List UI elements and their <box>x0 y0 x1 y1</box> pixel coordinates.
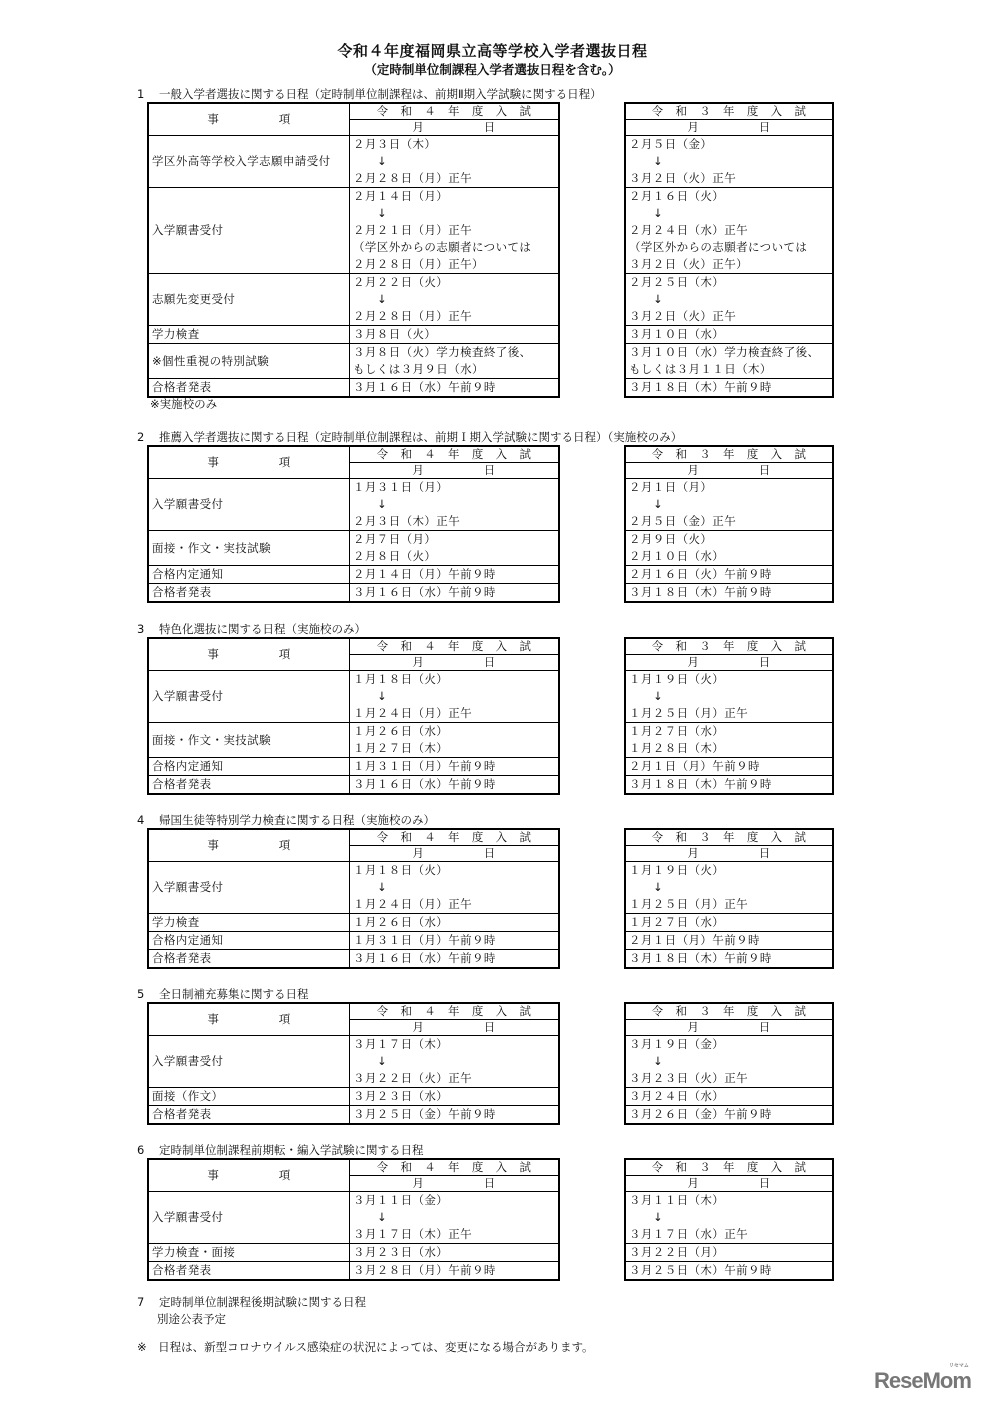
year-header: 令 和 ４ 年 度 入 試 <box>350 829 560 846</box>
month-day-header: 月 日 <box>625 1020 833 1036</box>
section-number: 4 <box>137 813 145 827</box>
section-title: 全日制補充募集に関する日程 <box>159 987 309 1001</box>
date-line: ２月３日（木） <box>353 137 437 151</box>
row-date-r4 <box>350 914 560 932</box>
row-date-r3 <box>625 1036 833 1088</box>
row-date-r3 <box>625 584 833 603</box>
row-date-r4 <box>350 862 560 914</box>
section-title: 定時制単位制課程後期試験に関する日程 <box>159 1295 366 1309</box>
date-line: ２月２４日（水）正午 <box>629 223 748 237</box>
date-line: １月２４日（月）正午 <box>353 897 472 911</box>
month-day-header: 月 日 <box>350 1176 560 1192</box>
row-date-r3 <box>625 914 833 932</box>
date-line: １月２５日（月）正午 <box>629 706 748 720</box>
row-date-r3 <box>625 531 833 566</box>
date-line: ２月２８日（月）正午） <box>353 257 484 271</box>
row-item: 合格内定通知 <box>148 758 350 776</box>
table-row <box>148 1088 559 1106</box>
date-line: ２月７日（月） <box>353 532 437 546</box>
month-day-header: 月 日 <box>625 463 833 479</box>
row-date-r4 <box>350 136 560 188</box>
row-item: 志願先変更受付 <box>148 274 350 326</box>
date-line: １月２８日（木） <box>629 741 725 755</box>
row-item: 合格者発表 <box>148 776 350 795</box>
table-row <box>148 344 559 379</box>
row-date-r4 <box>350 379 560 398</box>
date-line: ３月２３日（水） <box>353 1245 449 1259</box>
date-line: ２月１６日（火） <box>629 189 725 203</box>
table-row <box>148 136 559 188</box>
date-line: ２月１０日（水） <box>629 549 725 563</box>
table-row <box>148 479 559 531</box>
row-date-r4 <box>350 326 560 344</box>
table-row <box>148 723 559 758</box>
section-number: 1 <box>137 87 145 101</box>
arrow-down-icon: ↓ <box>653 292 664 306</box>
date-line: ３月８日（火）学力検査終了後、 <box>353 345 532 359</box>
month-day-header: 月 日 <box>625 846 833 862</box>
table-row <box>625 862 833 914</box>
section-1-heading <box>137 86 602 102</box>
section-6-heading <box>137 1142 424 1158</box>
date-line: ２月１４日（月）午前９時 <box>353 567 496 581</box>
date-line: ２月９日（火） <box>629 532 713 546</box>
month-day-header: 月 日 <box>350 1020 560 1036</box>
date-line: ３月１０日（水） <box>629 327 725 341</box>
section-number: 3 <box>137 622 145 636</box>
arrow-down-icon: ↓ <box>653 1054 664 1068</box>
logo-text: ReseMom <box>874 1368 971 1393</box>
date-line: ３月２日（火）正午 <box>629 171 737 185</box>
table-row <box>625 188 833 274</box>
table-row <box>625 776 833 795</box>
date-line: １月２６日（水） <box>353 915 449 929</box>
date-line: ３月１９日（金） <box>629 1037 725 1051</box>
item-header: 事 項 <box>148 1003 350 1036</box>
schedule-table-r3 <box>624 637 834 795</box>
item-header: 事 項 <box>148 829 350 862</box>
row-item: 入学願書受付 <box>148 1036 350 1088</box>
table-row <box>625 1192 833 1244</box>
row-date-r3 <box>625 932 833 950</box>
schedule-table-r3 <box>624 445 834 603</box>
table-row <box>148 379 559 398</box>
date-line: １月２７日（木） <box>353 741 449 755</box>
date-line: もしくは３月１１日（木） <box>629 362 772 376</box>
page-title: 令和４年度福岡県立高等学校入学者選抜日程 <box>337 42 648 60</box>
table-row <box>148 776 559 795</box>
row-date-r3 <box>625 326 833 344</box>
row-date-r3 <box>625 1244 833 1262</box>
date-line: １月３１日（月）午前９時 <box>353 933 496 947</box>
row-date-r3 <box>625 188 833 274</box>
table-row <box>148 566 559 584</box>
date-line: ３月１６日（水）午前９時 <box>353 380 496 394</box>
table-row <box>625 723 833 758</box>
page-subtitle: （定時制単位制課程入学者選抜日程を含む。） <box>364 62 621 77</box>
row-date-r3 <box>625 379 833 398</box>
row-date-r4 <box>350 723 560 758</box>
section-2-heading <box>137 429 682 445</box>
row-item: 合格内定通知 <box>148 566 350 584</box>
date-line: ３月１６日（水）午前９時 <box>353 777 496 791</box>
date-line: ３月２２日（月） <box>629 1245 725 1259</box>
table-row <box>148 671 559 723</box>
item-header: 事 項 <box>148 103 350 136</box>
arrow-down-icon: ↓ <box>377 1054 388 1068</box>
row-date-r4 <box>350 758 560 776</box>
arrow-down-icon: ↓ <box>653 880 664 894</box>
month-day-header: 月 日 <box>625 120 833 136</box>
row-item: 合格者発表 <box>148 1106 350 1125</box>
date-line: ３月２日（火）正午） <box>629 257 748 271</box>
row-date-r4 <box>350 776 560 795</box>
table-row <box>148 1192 559 1244</box>
month-day-header: 月 日 <box>625 1176 833 1192</box>
schedule-table-r4 <box>147 1002 560 1125</box>
date-line: １月２７日（水） <box>629 724 725 738</box>
schedule-table-r3 <box>624 828 834 969</box>
row-date-r4 <box>350 1192 560 1244</box>
date-line: １月２５日（月）正午 <box>629 897 748 911</box>
row-date-r3 <box>625 723 833 758</box>
date-line: １月２４日（月）正午 <box>353 706 472 720</box>
table-row <box>148 1106 559 1125</box>
table-row <box>148 914 559 932</box>
row-date-r4 <box>350 344 560 379</box>
row-date-r4 <box>350 479 560 531</box>
row-item: 合格者発表 <box>148 584 350 603</box>
row-item: 面接・作文・実技試験 <box>148 723 350 758</box>
date-line: ２月２８日（月）正午 <box>353 309 472 323</box>
table-row <box>148 1036 559 1088</box>
section-7-body: 別途公表予定 <box>157 1312 226 1326</box>
row-date-r4 <box>350 1088 560 1106</box>
date-line: ２月５日（金）正午 <box>629 514 737 528</box>
row-date-r4 <box>350 188 560 274</box>
date-line: ３月１７日（水）正午 <box>629 1227 748 1241</box>
date-line: ３月８日（火） <box>353 327 437 341</box>
section-title: 特色化選抜に関する日程（実施校のみ） <box>159 622 366 636</box>
item-header: 事 項 <box>148 1159 350 1192</box>
schedule-table-r3 <box>624 1002 834 1125</box>
arrow-down-icon: ↓ <box>377 497 388 511</box>
year-header: 令 和 ３ 年 度 入 試 <box>625 446 833 463</box>
arrow-down-icon: ↓ <box>653 206 664 220</box>
date-line: ３月２５日（金）午前９時 <box>353 1107 496 1121</box>
date-line: ３月１０日（水）学力検査終了後、 <box>629 345 820 359</box>
schedule-table-r3 <box>624 102 834 398</box>
table-row <box>625 566 833 584</box>
arrow-down-icon: ↓ <box>653 689 664 703</box>
date-line: ２月５日（金） <box>629 137 713 151</box>
date-line: ２月１４日（月） <box>353 189 449 203</box>
table-row <box>148 188 559 274</box>
row-date-r4 <box>350 950 560 969</box>
year-header: 令 和 ３ 年 度 入 試 <box>625 103 833 120</box>
date-line: ２月１６日（火）午前９時 <box>629 567 772 581</box>
arrow-down-icon: ↓ <box>653 154 664 168</box>
date-line: ３月２５日（木）午前９時 <box>629 1263 772 1277</box>
arrow-down-icon: ↓ <box>377 206 388 220</box>
table-row <box>148 862 559 914</box>
row-item: ※個性重視の特別試験 <box>148 344 350 379</box>
date-line: １月３１日（月）午前９時 <box>353 759 496 773</box>
arrow-down-icon: ↓ <box>377 1210 388 1224</box>
row-date-r4 <box>350 531 560 566</box>
row-date-r3 <box>625 344 833 379</box>
table-row <box>625 1262 833 1281</box>
arrow-down-icon: ↓ <box>653 497 664 511</box>
date-line: １月２７日（水） <box>629 915 725 929</box>
arrow-down-icon: ↓ <box>377 292 388 306</box>
row-item: 入学願書受付 <box>148 479 350 531</box>
date-line: ３月２３日（水） <box>353 1089 449 1103</box>
date-line: １月１８日（火） <box>353 863 449 877</box>
table-row <box>625 274 833 326</box>
section-5-heading <box>137 986 309 1002</box>
row-item: 入学願書受付 <box>148 1192 350 1244</box>
table-row <box>625 344 833 379</box>
date-line: １月１８日（火） <box>353 672 449 686</box>
section-number: 6 <box>137 1143 145 1157</box>
table-row <box>148 584 559 603</box>
schedule-table-r3 <box>624 1158 834 1281</box>
row-date-r4 <box>350 1036 560 1088</box>
date-line: ３月２８日（月）午前９時 <box>353 1263 496 1277</box>
schedule-table-r4 <box>147 1158 560 1281</box>
month-day-header: 月 日 <box>350 846 560 862</box>
section-title: 推薦入学者選抜に関する日程（定時制単位制課程は、前期Ｉ期入学試験に関する日程）（実施校のみ） <box>159 430 683 444</box>
year-header: 令 和 ４ 年 度 入 試 <box>350 1003 560 1020</box>
row-date-r3 <box>625 862 833 914</box>
table-row <box>625 479 833 531</box>
arrow-down-icon: ↓ <box>377 689 388 703</box>
date-line: ３月２６日（金）午前９時 <box>629 1107 772 1121</box>
year-header: 令 和 ３ 年 度 入 試 <box>625 829 833 846</box>
table-row <box>625 950 833 969</box>
date-line: ３月１８日（木）午前９時 <box>629 380 772 394</box>
row-item: 学力検査・面接 <box>148 1244 350 1262</box>
row-item: 学区外高等学校入学志願申請受付 <box>148 136 350 188</box>
date-line: もしくは３月９日（水） <box>353 362 484 376</box>
date-line: ２月２５日（木） <box>629 275 725 289</box>
table-row <box>625 326 833 344</box>
row-date-r3 <box>625 566 833 584</box>
table-row <box>148 531 559 566</box>
date-line: １月２６日（水） <box>353 724 449 738</box>
year-header: 令 和 ４ 年 度 入 試 <box>350 446 560 463</box>
table-row <box>625 758 833 776</box>
table-row <box>625 1036 833 1088</box>
row-date-r3 <box>625 1106 833 1125</box>
month-day-header: 月 日 <box>350 463 560 479</box>
arrow-down-icon: ↓ <box>377 154 388 168</box>
row-item: 合格内定通知 <box>148 932 350 950</box>
date-line: ２月８日（火） <box>353 549 437 563</box>
arrow-down-icon: ↓ <box>653 1210 664 1224</box>
table-row <box>148 758 559 776</box>
month-day-header: 月 日 <box>350 120 560 136</box>
schedule-table-r4 <box>147 637 560 795</box>
date-line: １月１９日（火） <box>629 672 725 686</box>
date-line: ２月１日（月）午前９時 <box>629 933 760 947</box>
row-item: 面接・作文・実技試験 <box>148 531 350 566</box>
row-date-r4 <box>350 1106 560 1125</box>
date-line: ２月３日（木）正午 <box>353 514 461 528</box>
row-date-r3 <box>625 1192 833 1244</box>
row-date-r4 <box>350 1262 560 1281</box>
table-row <box>625 136 833 188</box>
row-item: 学力検査 <box>148 914 350 932</box>
row-date-r4 <box>350 274 560 326</box>
schedule-table-r4 <box>147 102 560 398</box>
month-day-header: 月 日 <box>350 655 560 671</box>
date-line: ３月１７日（木）正午 <box>353 1227 472 1241</box>
section-number: 5 <box>137 987 145 1001</box>
date-line: （学区外からの志願者については <box>629 240 808 254</box>
table-row <box>148 274 559 326</box>
year-header: 令 和 ４ 年 度 入 試 <box>350 638 560 655</box>
row-date-r3 <box>625 758 833 776</box>
date-line: ２月１日（月）午前９時 <box>629 759 760 773</box>
month-day-header: 月 日 <box>625 655 833 671</box>
row-date-r3 <box>625 1088 833 1106</box>
date-line: ３月１１日（木） <box>629 1193 725 1207</box>
row-item: 入学願書受付 <box>148 862 350 914</box>
year-header: 令 和 ４ 年 度 入 試 <box>350 1159 560 1176</box>
section-note: ※実施校のみ <box>150 397 218 411</box>
row-item: 合格者発表 <box>148 1262 350 1281</box>
item-header: 事 項 <box>148 446 350 479</box>
row-date-r3 <box>625 776 833 795</box>
date-line: ３月１８日（木）午前９時 <box>629 951 772 965</box>
table-row <box>625 379 833 398</box>
date-line: ３月１７日（木） <box>353 1037 449 1051</box>
table-row <box>625 1106 833 1125</box>
year-header: 令 和 ４ 年 度 入 試 <box>350 103 560 120</box>
date-line: ２月２１日（月）正午 <box>353 223 472 237</box>
date-line: ２月１日（月） <box>629 480 713 494</box>
section-title: 帰国生徒等特別学力検査に関する日程（実施校のみ） <box>159 813 435 827</box>
date-line: （学区外からの志願者については <box>353 240 532 254</box>
date-line: ３月１６日（水）午前９時 <box>353 951 496 965</box>
date-line: １月１９日（火） <box>629 863 725 877</box>
row-item: 面接（作文） <box>148 1088 350 1106</box>
table-row <box>625 1088 833 1106</box>
logo-ruby: リセマム <box>948 1363 969 1369</box>
date-line: ３月２２日（火）正午 <box>353 1071 472 1085</box>
row-item: 入学願書受付 <box>148 671 350 723</box>
table-row <box>625 1244 833 1262</box>
resemom-logo <box>874 1363 971 1394</box>
section-number: 2 <box>137 430 145 444</box>
table-row <box>148 326 559 344</box>
row-item: 合格者発表 <box>148 950 350 969</box>
row-date-r3 <box>625 479 833 531</box>
arrow-down-icon: ↓ <box>377 880 388 894</box>
row-date-r3 <box>625 671 833 723</box>
section-title: 一般入学者選抜に関する日程（定時制単位制課程は、前期Ⅱ期入学試験に関する日程） <box>159 87 602 101</box>
table-row <box>148 950 559 969</box>
row-date-r3 <box>625 1262 833 1281</box>
table-row <box>625 932 833 950</box>
section-4-heading <box>137 812 435 828</box>
row-item: 学力検査 <box>148 326 350 344</box>
table-row <box>148 1244 559 1262</box>
date-line: ３月１６日（水）午前９時 <box>353 585 496 599</box>
table-row <box>148 1262 559 1281</box>
year-header: 令 和 ３ 年 度 入 試 <box>625 1003 833 1020</box>
table-row <box>148 932 559 950</box>
section-number: 7 <box>137 1295 145 1309</box>
date-line: ３月１８日（木）午前９時 <box>629 585 772 599</box>
row-date-r4 <box>350 566 560 584</box>
section-title: 定時制単位制課程前期転・編入学試験に関する日程 <box>159 1143 424 1157</box>
date-line: １月３１日（月） <box>353 480 449 494</box>
schedule-table-r4 <box>147 828 560 969</box>
section-3-heading <box>137 621 366 637</box>
item-header: 事 項 <box>148 638 350 671</box>
date-line: ３月２日（火）正午 <box>629 309 737 323</box>
year-header: 令 和 ３ 年 度 入 試 <box>625 638 833 655</box>
row-item: 入学願書受付 <box>148 188 350 274</box>
date-line: ２月２８日（月）正午 <box>353 171 472 185</box>
footnote: ※ 日程は、新型コロナウイルス感染症の状況によっては、変更になる場合があります。 <box>137 1340 594 1354</box>
date-line: ３月１１日（金） <box>353 1193 449 1207</box>
date-line: ３月２４日（水） <box>629 1089 725 1103</box>
date-line: ３月１８日（木）午前９時 <box>629 777 772 791</box>
row-item: 合格者発表 <box>148 379 350 398</box>
row-date-r4 <box>350 932 560 950</box>
section-7-heading <box>137 1294 366 1310</box>
row-date-r3 <box>625 274 833 326</box>
row-date-r4 <box>350 584 560 603</box>
year-header: 令 和 ３ 年 度 入 試 <box>625 1159 833 1176</box>
row-date-r3 <box>625 950 833 969</box>
schedule-table-r4 <box>147 445 560 603</box>
row-date-r4 <box>350 1244 560 1262</box>
date-line: ２月２２日（火） <box>353 275 449 289</box>
row-date-r3 <box>625 136 833 188</box>
table-row <box>625 531 833 566</box>
row-date-r4 <box>350 671 560 723</box>
table-row <box>625 914 833 932</box>
table-row <box>625 671 833 723</box>
table-row <box>625 584 833 603</box>
date-line: ３月２３日（火）正午 <box>629 1071 748 1085</box>
